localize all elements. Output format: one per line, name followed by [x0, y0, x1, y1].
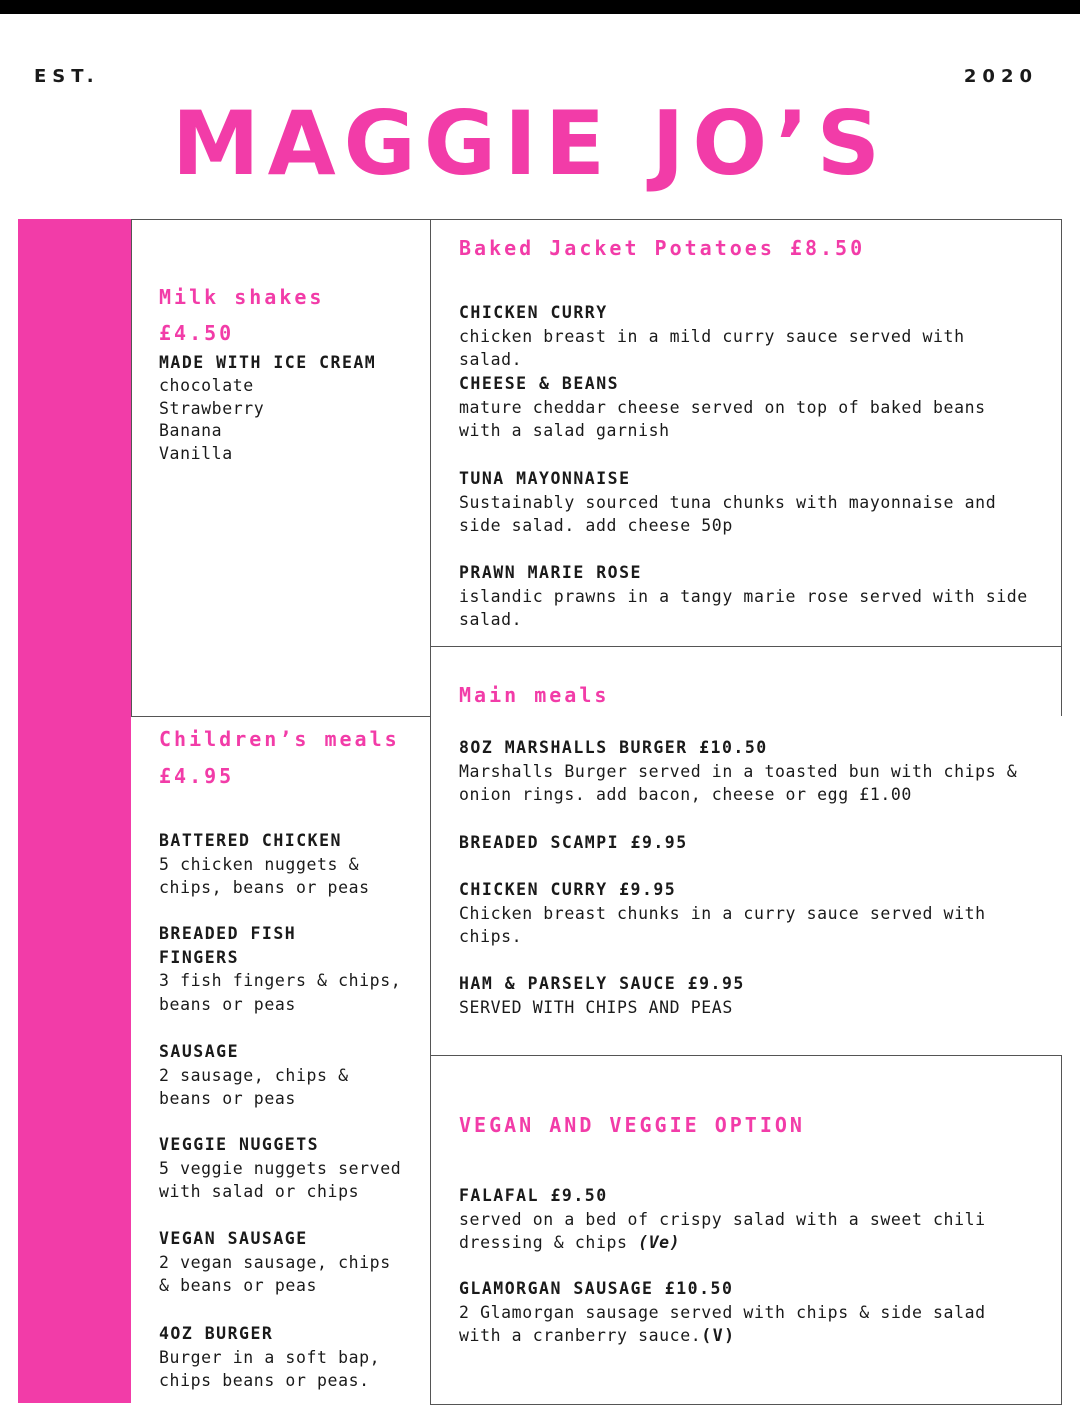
- item-desc: beans or peas: [159, 994, 296, 1014]
- menu-item-sausage: [159, 1040, 349, 1111]
- item-desc: 2 Glamorgan sausage served with chips & side salad: [459, 1302, 986, 1322]
- flavour-item: Vanilla: [159, 443, 233, 463]
- menu-item-veggie-nuggets: [159, 1133, 401, 1204]
- item-name: GLAMORGAN SAUSAGE £10.50: [459, 1279, 734, 1298]
- item-desc: islandic prawns in a tangy marie rose served with side: [459, 586, 1028, 606]
- milkshake-flavour-list: [159, 375, 264, 465]
- item-name: CHEESE & BEANS: [459, 374, 620, 393]
- item-desc: chips.: [459, 927, 523, 946]
- est-label: EST.: [34, 66, 100, 87]
- menu-item-ham-parsely: [459, 972, 745, 1019]
- item-desc: chicken breast in a mild curry sauce served with: [459, 326, 965, 346]
- potatoes-heading: Baked Jacket Potatoes £8.50: [459, 236, 866, 260]
- flavour-item: Banana: [159, 421, 223, 441]
- item-desc: onion rings. add bacon, cheese or egg £1.00: [459, 785, 912, 804]
- item-desc: Chicken breast chunks in a curry sauce served with: [459, 903, 986, 923]
- menu-item-fish-fingers: [159, 922, 401, 1016]
- item-desc: mature cheddar cheese served on top of baked beans: [459, 397, 986, 417]
- item-name-line2: FINGERS: [159, 947, 240, 967]
- menu-item-cheese-beans: [459, 372, 986, 443]
- item-desc: SERVED WITH CHIPS AND PEAS: [459, 997, 733, 1017]
- vegetarian-tag: (V): [701, 1326, 736, 1345]
- menu-item-prawn-marie-rose: [459, 561, 1028, 632]
- menu-item-chicken-curry-main: [459, 878, 986, 949]
- item-name: FALAFAL £9.50: [459, 1186, 608, 1205]
- item-desc: with salad or chips: [159, 1182, 360, 1201]
- children-price: £4.95: [159, 764, 235, 788]
- milkshakes-heading: Milk shakes: [159, 285, 325, 309]
- item-name: 4OZ BURGER: [159, 1324, 274, 1343]
- item-name: CHICKEN CURRY: [459, 303, 608, 322]
- item-desc: served on a bed of crispy salad with a sweet chili: [459, 1209, 986, 1229]
- menu-item-battered-chicken: [159, 829, 370, 900]
- item-name: TUNA MAYONNAISE: [459, 469, 631, 488]
- item-name: VEGAN SAUSAGE: [159, 1229, 308, 1248]
- menu-item-tuna-mayo: [459, 467, 996, 538]
- vegan-tag: (Ve): [638, 1233, 681, 1252]
- item-desc: & beans or peas: [159, 1276, 318, 1295]
- flavour-item: Strawberry: [159, 398, 265, 418]
- item-desc: 2 vegan sausage, chips: [159, 1252, 391, 1272]
- item-name: HAM & PARSELY SAUCE £9.95: [459, 974, 745, 993]
- vegan-heading: VEGAN AND VEGGIE OPTION: [459, 1113, 805, 1137]
- item-desc: dressing & chips: [459, 1233, 639, 1252]
- item-desc: chips, beans or peas: [159, 878, 370, 897]
- item-desc: 5 veggie nuggets served: [159, 1158, 402, 1178]
- menu-item-breaded-scampi: [459, 831, 688, 855]
- item-desc: Sustainably sourced tuna chunks with mayonnaise and: [459, 492, 997, 512]
- item-desc: side salad. add cheese 50p: [459, 516, 733, 535]
- item-name: CHICKEN CURRY £9.95: [459, 880, 677, 899]
- item-desc: 5 chicken nuggets &: [159, 854, 360, 874]
- milkshakes-price: £4.50: [159, 321, 235, 345]
- item-desc: salad.: [459, 610, 523, 629]
- mains-right-border: [1061, 646, 1062, 716]
- children-heading: Children’s meals: [159, 727, 400, 751]
- item-desc: with a cranberry sauce.: [459, 1326, 702, 1345]
- item-desc: beans or peas: [159, 1089, 296, 1108]
- item-desc: with a salad garnish: [459, 421, 670, 440]
- item-desc: 3 fish fingers & chips,: [159, 971, 402, 990]
- menu-item-chicken-curry-potato: [459, 301, 965, 372]
- menu-item-vegan-sausage: [159, 1227, 391, 1298]
- item-desc: salad.: [459, 350, 523, 369]
- item-desc: 2 sausage, chips &: [159, 1065, 349, 1085]
- menu-item-glamorgan-sausage: [459, 1277, 986, 1348]
- top-bar: [0, 0, 1080, 14]
- item-name: VEGGIE NUGGETS: [159, 1135, 320, 1154]
- milkshakes-subheading: MADE WITH ICE CREAM: [159, 353, 377, 372]
- year-label: 2020: [963, 66, 1038, 87]
- item-name: 8OZ MARSHALLS BURGER £10.50: [459, 738, 768, 757]
- menu-item-4oz-burger: [159, 1322, 380, 1393]
- item-desc: Burger in a soft bap,: [159, 1347, 381, 1367]
- menu-item-falafal: [459, 1184, 986, 1255]
- item-name: BATTERED CHICKEN: [159, 831, 342, 850]
- restaurant-title: MAGGIE JO’S: [172, 92, 888, 195]
- item-desc: chips beans or peas.: [159, 1371, 370, 1390]
- item-desc: Marshalls Burger served in a toasted bun with chips &: [459, 761, 1018, 781]
- flavour-item: chocolate: [159, 376, 254, 395]
- mains-heading: Main meals: [459, 683, 610, 707]
- item-name: BREADED SCAMPI £9.95: [459, 833, 688, 852]
- item-name: SAUSAGE: [159, 1042, 240, 1061]
- item-name: BREADED FISH: [159, 924, 297, 943]
- pink-side-stripe: [18, 219, 131, 1403]
- item-name: PRAWN MARIE ROSE: [459, 563, 642, 582]
- menu-item-marshalls-burger: [459, 736, 1017, 807]
